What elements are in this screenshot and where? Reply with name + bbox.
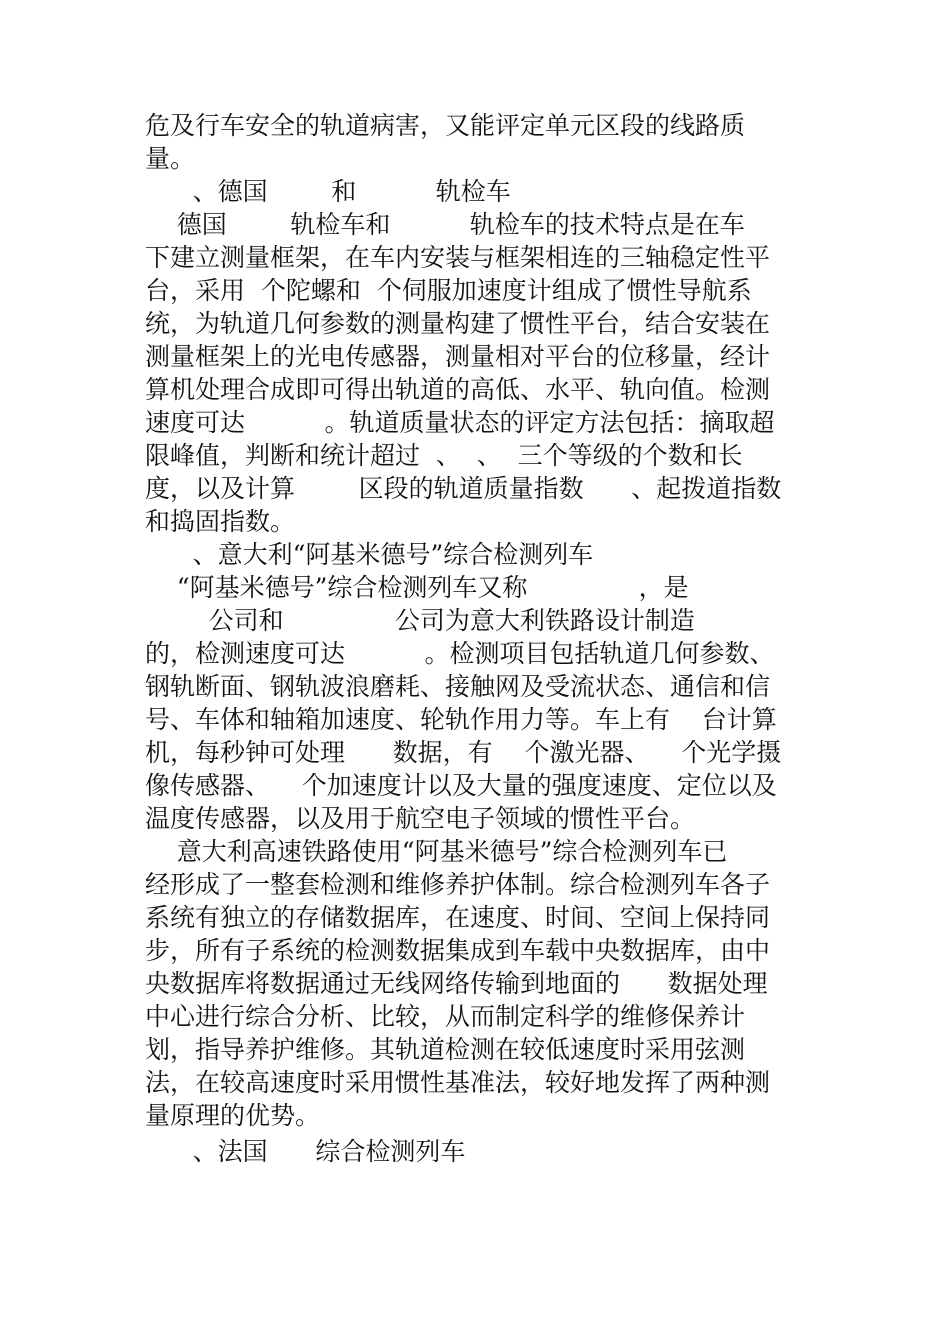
text-line: 中心进行综合分析、比较，从而制定科学的维修保养计 bbox=[145, 1002, 746, 1031]
text-line: 测量框架上的光电传感器，测量相对平台的位移量，经计 bbox=[145, 342, 771, 371]
section-heading: 、意大利“阿基米德号”综合检测列车 bbox=[145, 540, 594, 569]
text-line: 系统有独立的存储数据库，在速度、时间、空间上保持同 bbox=[145, 903, 771, 932]
text-line: 步，所有子系统的检测数据集成到车载中央数据库，由中 bbox=[145, 936, 771, 965]
text-line: 量。 bbox=[145, 144, 196, 173]
text-line: 台，采用 个陀螺和 个伺服加速度计组成了惯性导航系 bbox=[145, 276, 752, 305]
text-line: 度，以及计算 区段的轨道质量指数 、起拨道指数 bbox=[145, 474, 782, 503]
text-line: 统，为轨道几何参数的测量构建了惯性平台，结合安装在 bbox=[145, 309, 771, 338]
text-line: 下建立测量框架，在车内安装与框架相连的三轴稳定性平 bbox=[145, 243, 771, 272]
text-line: 公司和 公司为意大利铁路设计制造 bbox=[145, 606, 695, 635]
text-line: 像传感器、 个加速度计以及大量的强度速度、定位以及 bbox=[145, 771, 777, 800]
text-line: 算机处理合成即可得出轨道的高低、水平、轨向值。检测 bbox=[145, 375, 771, 404]
text-line: 和捣固指数。 bbox=[145, 507, 296, 536]
text-line: 限峰值，判断和统计超过 、 、 三个等级的个数和长 bbox=[145, 441, 743, 470]
text-line: 钢轨断面、钢轨波浪磨耗、接触网及受流状态、通信和信 bbox=[145, 672, 771, 701]
text-line: 的，检测速度可达 。检测项目包括轨道几何参数、 bbox=[145, 639, 775, 668]
text-line: 划，指导养护维修。其轨道检测在较低速度时采用弦测 bbox=[145, 1035, 746, 1064]
text-line: 经形成了一整套检测和维修养护体制。综合检测列车各子 bbox=[145, 870, 771, 899]
text-line: 危及行车安全的轨道病害，又能评定单元区段的线路质 bbox=[145, 111, 746, 140]
text-line: 德国 轨检车和 轨检车的技术特点是在车 bbox=[145, 210, 745, 239]
text-line: 意大利高速铁路使用“阿基米德号”综合检测列车已 bbox=[145, 837, 728, 866]
text-line: 机，每秒钟可处理 数据，有 个激光器、 个光学摄 bbox=[145, 738, 782, 767]
section-heading: 、德国 和 轨检车 bbox=[145, 177, 511, 206]
text-line: 央数据库将数据通过无线网络传输到地面的 数据处理 bbox=[145, 969, 768, 998]
text-line: 速度可达 。轨道质量状态的评定方法包括：摘取超 bbox=[145, 408, 775, 437]
text-line: “阿基米德号”综合检测列车又称 ，是 bbox=[145, 573, 689, 602]
section-heading: 、法国 综合检测列车 bbox=[145, 1137, 466, 1166]
text-line: 法，在较高速度时采用惯性基准法，较好地发挥了两种测 bbox=[145, 1068, 771, 1097]
text-line: 温度传感器，以及用于航空电子领域的惯性平台。 bbox=[145, 804, 696, 833]
text-line: 量原理的优势。 bbox=[145, 1101, 321, 1130]
text-line: 号、车体和轴箱加速度、轮轨作用力等。车上有 台计算 bbox=[145, 705, 777, 734]
